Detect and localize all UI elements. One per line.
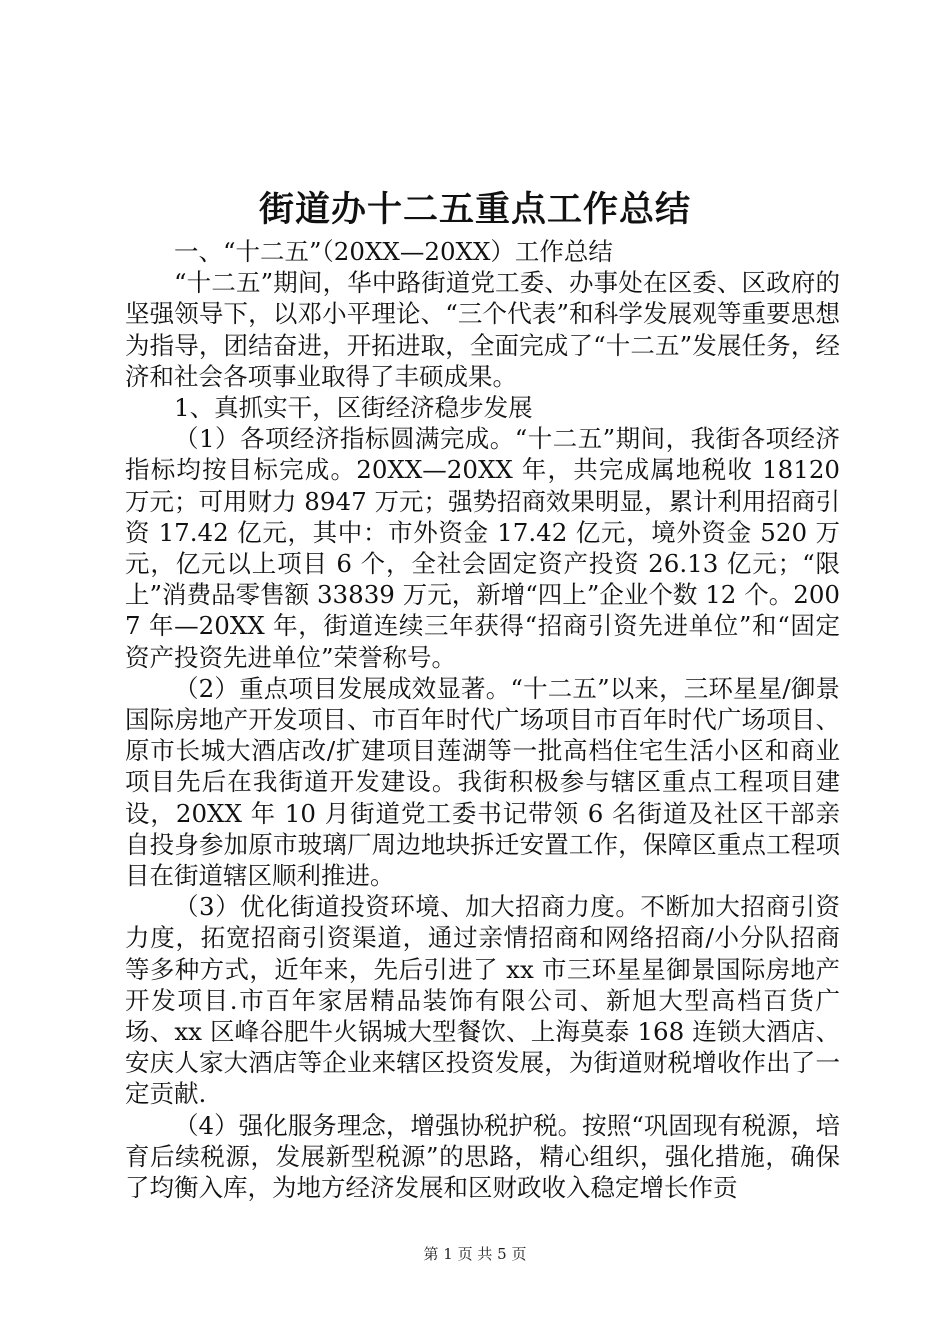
subsection-heading: 1、真抓实干，区街经济稳步发展: [174, 393, 533, 423]
body-paragraph-intro: “十二五”期间，华中路街道党工委、办事处在区委、区政府的坚强领导下，以邓小平理论、“三个代表”和科学发展观等重要思想为指导，团结奋进，开拓进取，全面完成了“十二五”发展任务，经济和社会各项事业取得了丰硕成果。: [125, 268, 840, 391]
section-heading: 一、“十二五”（20XX—20XX）工作总结: [174, 237, 613, 266]
document-body: [125, 236, 840, 1203]
body-paragraph-2: （2）重点项目发展成效显著。“十二五”以来，三环星星/御景国际房地产开发项目、市百年时代广场项目市百年时代广场项目、原市长城大酒店改/扩建项目莲湖等一批高档住宅生活小区和商业项目先后在我街道开发建设。我街积极参与辖区重点工程项目建设，20XX 年 10 月街道党工委书记带领 6 名街道及社区干部亲自投身参加原市玻璃厂周边地块拆迁安置工作，保障区重点工程项目在街道辖区顺利推进。: [125, 673, 840, 891]
document-title: 街道办十二五重点工作总结: [258, 189, 691, 230]
page-footer: 第 1 页 共 5 页: [423, 1245, 527, 1263]
body-paragraph-1: （1）各项经济指标圆满完成。“十二五”期间，我街各项经济指标均按目标完成。20XX—20XX 年，共完成属地税收 18120 万元；可用财力 8947 万元；强势招商效果明显，累计利用招商引资 17.42 亿元，其中：市外资金 17.42 亿元，境外资金 520 万元，亿元以上项目 6 个，全社会固定资产投资 26.13 亿元；“限上”消费品零售额 33839 万元，新增“四上”企业个数 12 个。2007 年—20XX 年，街道连续三年获得“招商引资先进单位”和“固定资产投资先进单位”荣誉称号。: [125, 424, 840, 672]
body-paragraph-3: （3）优化街道投资环境、加大招商力度。不断加大招商引资力度，拓宽招商引资渠道，通过亲情招商和网络招商/小分队招商等多种方式，近年来，先后引进了 xx 市三环星星御景国际房地产开发项目.市百年家居精品装饰有限公司、新旭大型高档百货广场、xx 区峰谷肥牛火锅城大型餐饮、上海莫泰 168 连锁大酒店、安庆人家大酒店等企业来辖区投资发展，为街道财税增收作出了一定贡献.: [125, 892, 840, 1109]
body-paragraph-4: （4）强化服务理念，增强协税护税。按照“巩固现有税源，培育后续税源，发展新型税源”的思路，精心组织，强化措施，确保了均衡入库，为地方经济发展和区财政收入稳定增长作贡: [125, 1110, 840, 1203]
